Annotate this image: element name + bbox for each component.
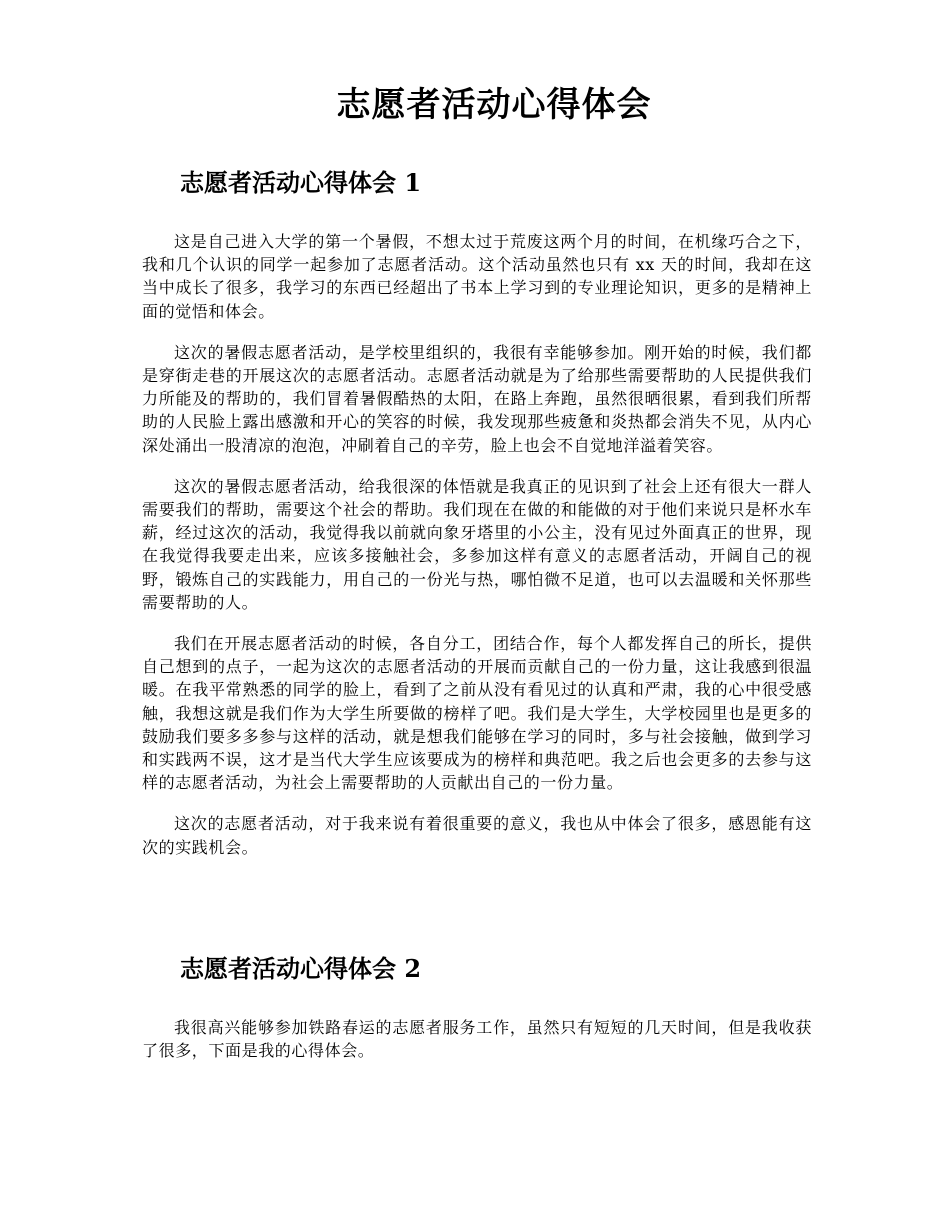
section-1 bbox=[142, 166, 812, 877]
paragraph: 这次的暑假志愿者活动，给我很深的体悟就是我真正的见识到了社会上还有很大一群人需要我们的帮助，需要这个社会的帮助。我们现在在做的和能做的对于他们来说只是杯水车薪，经过这次的活动，我觉得我以前就向象牙塔里的小公主，没有见过外面真正的世界，现在我觉得我要走出来，应该多接触社会，多参加这样有意义的志愿者活动，开阔自己的视野，锻炼自己的实践能力，用自己的一份光与热，哪怕微不足道，也可以去温暖和关怀那些需要帮助的人。 bbox=[142, 476, 812, 612]
paragraph: 这次的志愿者活动，对于我来说有着很重要的意义，我也从中体会了很多，感恩能有这次的实践机会。 bbox=[142, 814, 812, 857]
paragraph: 这是自己进入大学的第一个暑假，不想太过于荒废这两个月的时间，在机缘巧合之下，我和几个认识的同学一起参加了志愿者活动。这个活动虽然也只有 xx 天的时间，我却在这当中成长了很多，我学习的东西已经超出了书本上学习到的专业理论知识，更多的是精神上面的觉悟和体会。 bbox=[142, 232, 812, 321]
paragraph: 这次的暑假志愿者活动，是学校里组织的，我很有幸能够参加。刚开始的时候，我们都是穿街走巷的开展这次的志愿者活动。志愿者活动就是为了给那些需要帮助的人民提供我们力所能及的帮助的，我们冒着暑假酷热的太阳，在路上奔跑，虽然很晒很累，看到我们所帮助的人民脸上露出感激和开心的笑容的时候，我发现那些疲惫和炎热都会消失不见，从内心深处涌出一股清凉的泡泡，冲刷着自己的辛劳，脸上也会不自觉地洋溢着笑容。 bbox=[142, 342, 812, 455]
section-2 bbox=[142, 952, 812, 1080]
paragraph: 我很高兴能够参加铁路春运的志愿者服务工作，虽然只有短短的几天时间，但是我收获了很多，下面是我的心得体会。 bbox=[142, 1018, 812, 1061]
section-heading: 志愿者活动心得体会 1 bbox=[180, 168, 422, 197]
section-heading: 志愿者活动心得体会 2 bbox=[180, 954, 422, 983]
document-title: 志愿者活动心得体会 bbox=[336, 85, 652, 125]
paragraph: 我们在开展志愿者活动的时候，各自分工，团结合作，每个人都发挥自己的所长，提供自己想到的点子，一起为这次的志愿者活动的开展而贡献自己的一份力量，这让我感到很温暖。在我平常熟悉的同学的脸上，看到了之前从没有看见过的认真和严肃，我的心中很受感触，我想这就是我们作为大学生所要做的榜样了吧。我们是大学生，大学校园里也是更多的鼓励我们要多多参与这样的活动，就是想我们能够在学习的同时，多与社会接触，做到学习和实践两不误，这才是当代大学生应该要成为的榜样和典范吧。我之后也会更多的去参与这样的志愿者活动，为社会上需要帮助的人贡献出自己的一份力量。 bbox=[142, 634, 812, 793]
